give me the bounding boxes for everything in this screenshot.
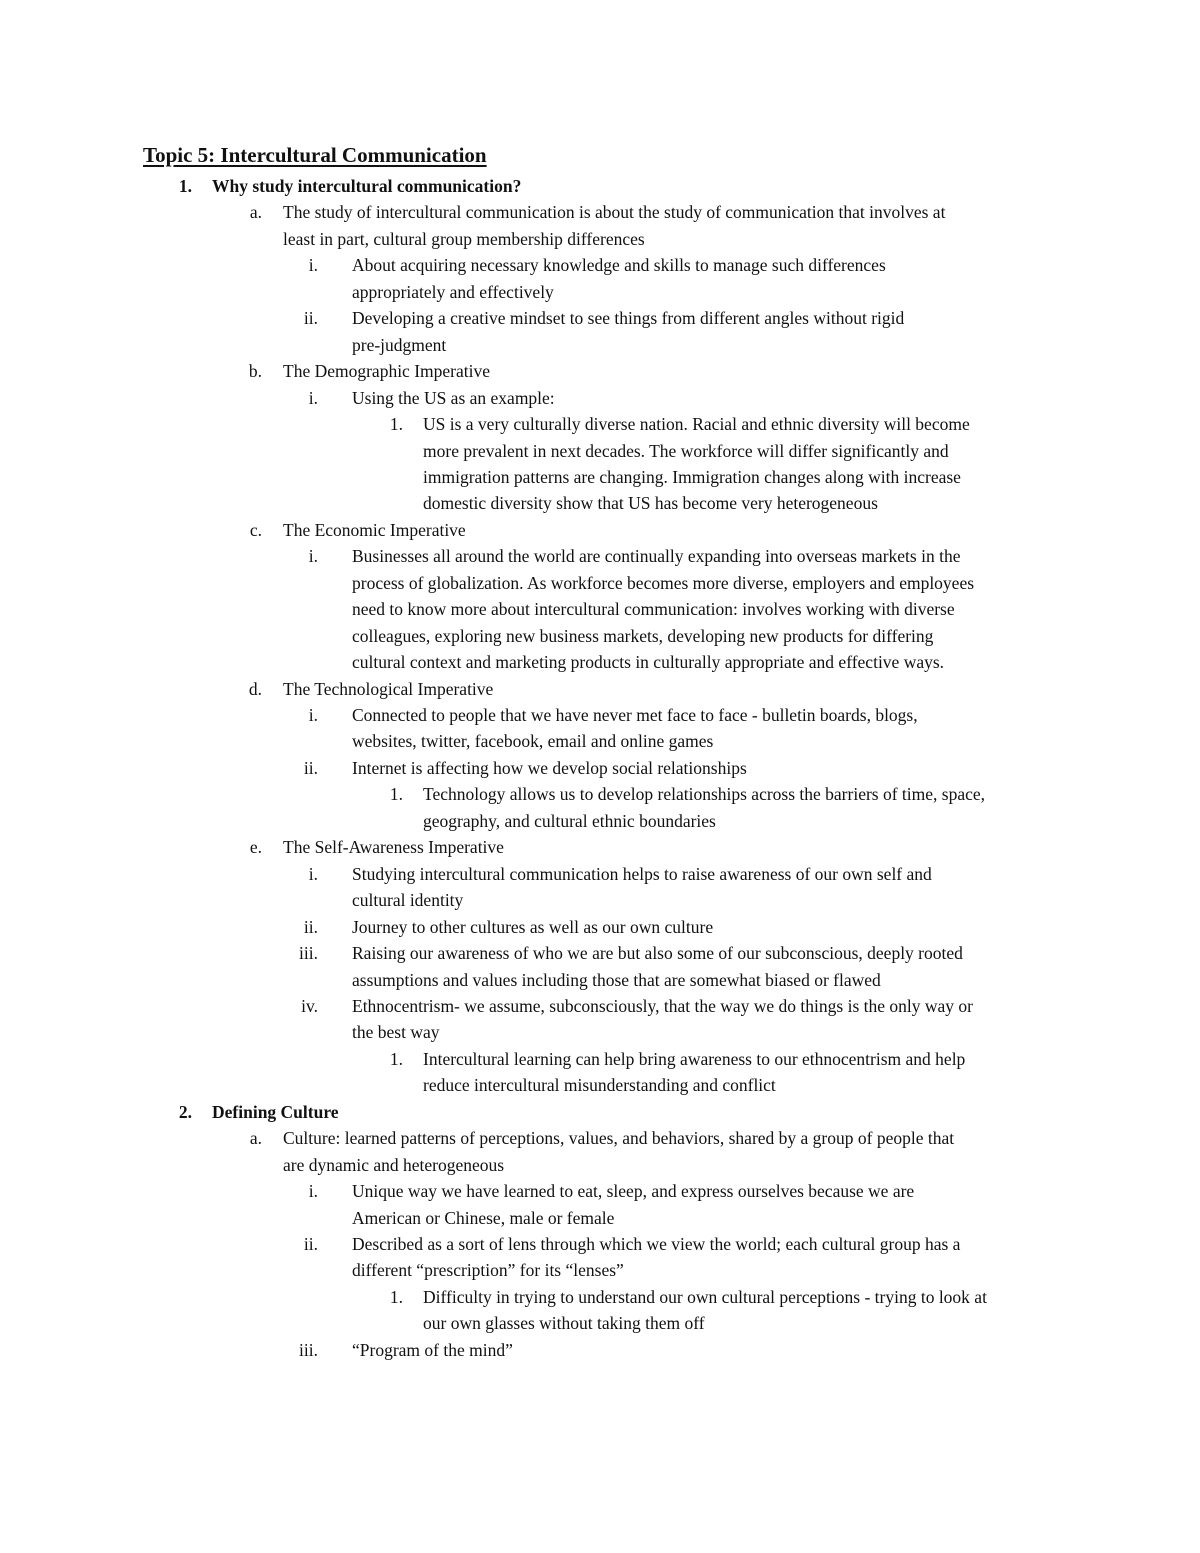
outline-item-text: least in part, cultural group membership differences — [283, 228, 645, 249]
outline-item-text: immigration patterns are changing. Immigration changes along with increase — [423, 466, 961, 487]
outline-item-text: websites, twitter, facebook, email and online games — [352, 731, 714, 752]
outline-marker: b. — [248, 361, 262, 382]
outline-item-text: About acquiring necessary knowledge and skills to manage such differences — [352, 255, 886, 276]
outline-marker: ii. — [303, 308, 318, 329]
outline-marker: c. — [249, 519, 262, 540]
outline-marker: ii. — [303, 1234, 318, 1254]
outline-item-text: process of globalization. As workforce becomes more diverse, employers and employees — [352, 572, 975, 593]
outline-item-text: Developing a creative mindset to see things from different angles without rigid — [352, 308, 905, 329]
outline-item-text: Connected to people that we have never met face to face - bulletin boards, blogs, — [352, 705, 918, 725]
outline-item-text: Described as a sort of lens through which we view the world; each cultural group has a — [352, 1234, 961, 1254]
outline-marker: ii. — [303, 757, 318, 778]
outline-item-text: The Economic Imperative — [283, 519, 466, 540]
outline-marker: d. — [248, 678, 262, 699]
outline-marker: iii. — [299, 1339, 318, 1360]
outline-marker: i. — [308, 705, 318, 725]
outline-item-text: are dynamic and heterogeneous — [283, 1154, 505, 1175]
outline-item-text: Difficulty in trying to understand our own cultural perceptions - trying to look at — [423, 1286, 987, 1307]
outline-item-text: assumptions and values including those that are somewhat biased or flawed — [352, 969, 881, 990]
outline-marker: iv. — [301, 995, 318, 1016]
outline-item-text: Technology allows us to develop relationships across the barriers of time, space, — [423, 784, 986, 805]
outline-marker: i. — [308, 255, 318, 276]
outline-marker: i. — [308, 546, 318, 567]
outline-item-text: cultural identity — [352, 890, 464, 911]
outline-marker: 1. — [389, 414, 403, 435]
outline-item-text: Culture: learned patterns of perceptions, values, and behaviors, shared by a group of people that — [283, 1128, 955, 1149]
outline-item-text: our own glasses without taking them off — [423, 1313, 705, 1334]
outline-item-text: US is a very culturally diverse nation. Racial and ethnic diversity will become — [423, 414, 970, 435]
document-title: Topic 5: Intercultural Communication — [143, 143, 487, 167]
outline-marker: i. — [308, 387, 318, 408]
outline-item-text: The Technological Imperative — [283, 678, 494, 699]
outline-item-text: The Self-Awareness Imperative — [283, 837, 504, 858]
outline-item-text: the best way — [352, 1022, 440, 1043]
outline-marker: ii. — [303, 916, 318, 937]
outline-item-text: Studying intercultural communication helps to raise awareness of our own self and — [352, 863, 932, 884]
outline-marker: 1. — [389, 1286, 403, 1307]
outline-item-text: Using the US as an example: — [352, 387, 555, 408]
outline-marker: 1. — [389, 1048, 403, 1069]
outline-item-text: Why study intercultural communication? — [212, 176, 522, 196]
outline-item-text: Raising our awareness of who we are but also some of our subconscious, deeply rooted — [352, 943, 963, 964]
outline-marker: 2. — [178, 1101, 192, 1122]
outline-marker: a. — [249, 202, 262, 223]
outline-item-text: different “prescription” for its “lenses” — [352, 1260, 624, 1281]
outline-marker: e. — [249, 837, 262, 858]
outline-marker: i. — [308, 1181, 318, 1202]
outline-item-text: appropriately and effectively — [352, 281, 554, 302]
outline-marker: 1. — [389, 784, 403, 805]
outline-marker: 1. — [178, 176, 192, 196]
outline-item-text: Internet is affecting how we develop social relationships — [352, 757, 747, 778]
outline-item-text: Journey to other cultures as well as our own culture — [352, 916, 714, 937]
outline-item-text: geography, and cultural ethnic boundaries — [423, 810, 716, 831]
outline-marker: i. — [308, 863, 318, 884]
outline-item-text: pre-judgment — [352, 334, 447, 355]
outline-marker: a. — [249, 1128, 262, 1149]
outline-item-text: domestic diversity show that US has become very heterogeneous — [423, 493, 878, 514]
outline-item-text: Businesses all around the world are continually expanding into overseas markets in the — [352, 546, 961, 567]
outline-item-text: colleagues, exploring new business markets, developing new products for differing — [352, 625, 934, 646]
outline-item-text: Defining Culture — [212, 1101, 339, 1122]
outline-item-text: Ethnocentrism- we assume, subconsciously, that the way we do things is the only way or — [352, 995, 973, 1016]
outline-item-text: need to know more about intercultural communication: involves working with diverse — [352, 599, 955, 620]
outline-item-text: cultural context and marketing products in culturally appropriate and effective ways. — [352, 652, 945, 673]
outline-item-text: more prevalent in next decades. The workforce will differ significantly and — [423, 440, 949, 461]
outline-item-text: American or Chinese, male or female — [352, 1207, 615, 1228]
outline-marker: iii. — [299, 943, 318, 964]
outline-item-text: reduce intercultural misunderstanding and conflict — [423, 1075, 776, 1096]
outline-item-text: “Program of the mind” — [352, 1339, 513, 1360]
outline-item-text: Unique way we have learned to eat, sleep, and express ourselves because we are — [352, 1181, 915, 1202]
outline-item-text: Intercultural learning can help bring awareness to our ethnocentrism and help — [423, 1048, 966, 1069]
outline-item-text: The Demographic Imperative — [283, 361, 490, 382]
outline-item-text: The study of intercultural communication is about the study of communication that involves at — [283, 202, 946, 223]
